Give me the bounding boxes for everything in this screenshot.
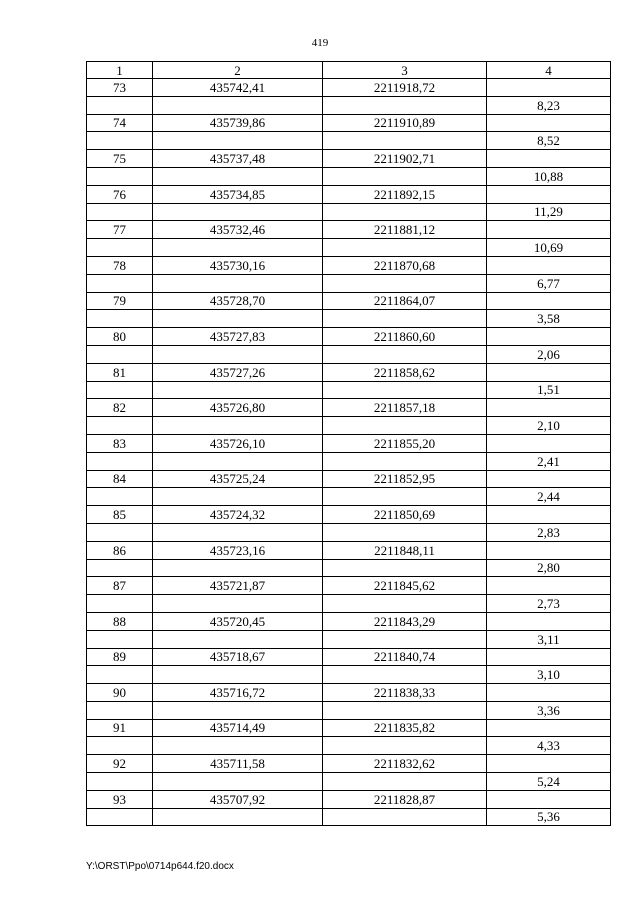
- point-number-cell: 77: [87, 221, 153, 239]
- y-coordinate-cell: 2211838,33: [323, 684, 487, 702]
- x-coordinate-cell: 435727,26: [153, 363, 323, 381]
- empty-cell: [323, 559, 487, 577]
- empty-cell: [487, 541, 611, 559]
- page-number: 419: [311, 37, 329, 49]
- point-number-cell: 81: [87, 363, 153, 381]
- empty-cell: [87, 488, 153, 506]
- x-coordinate-cell: 435711,58: [153, 755, 323, 773]
- empty-cell: [87, 203, 153, 221]
- table-row: [87, 523, 611, 541]
- point-number-cell: 87: [87, 577, 153, 595]
- empty-cell: [87, 701, 153, 719]
- y-coordinate-cell: 2211852,95: [323, 470, 487, 488]
- empty-cell: [153, 310, 323, 328]
- empty-cell: [487, 185, 611, 203]
- table-row: [87, 345, 611, 363]
- empty-cell: [487, 328, 611, 346]
- table-row: [87, 79, 611, 97]
- y-coordinate-cell: 2211828,87: [323, 790, 487, 808]
- empty-cell: [153, 488, 323, 506]
- table-row: [87, 256, 611, 274]
- empty-cell: [87, 417, 153, 435]
- distance-cell: 11,29: [487, 203, 611, 221]
- footer-file-path: Y:\ORST\Ppo\0714p644.f20.docx: [86, 861, 234, 872]
- distance-cell: 3,10: [487, 666, 611, 684]
- table-row: [87, 239, 611, 257]
- empty-cell: [487, 719, 611, 737]
- point-number-cell: 86: [87, 541, 153, 559]
- table-row: [87, 666, 611, 684]
- table-row: [87, 399, 611, 417]
- y-coordinate-cell: 2211843,29: [323, 612, 487, 630]
- empty-cell: [323, 523, 487, 541]
- y-coordinate-cell: 2211832,62: [323, 755, 487, 773]
- empty-cell: [87, 96, 153, 114]
- empty-cell: [153, 737, 323, 755]
- table-row: [87, 310, 611, 328]
- distance-cell: 4,33: [487, 737, 611, 755]
- empty-cell: [487, 470, 611, 488]
- point-number-cell: 83: [87, 434, 153, 452]
- table-row: [87, 292, 611, 310]
- table-row: [87, 541, 611, 559]
- empty-cell: [487, 150, 611, 168]
- empty-cell: [487, 506, 611, 524]
- empty-cell: [323, 595, 487, 613]
- y-coordinate-cell: 2211902,71: [323, 150, 487, 168]
- x-coordinate-cell: 435724,32: [153, 506, 323, 524]
- table-row: [87, 612, 611, 630]
- empty-cell: [87, 630, 153, 648]
- coordinates-table: [86, 61, 611, 826]
- x-coordinate-cell: 435727,83: [153, 328, 323, 346]
- empty-cell: [87, 523, 153, 541]
- empty-cell: [87, 808, 153, 826]
- x-coordinate-cell: 435721,87: [153, 577, 323, 595]
- empty-cell: [153, 701, 323, 719]
- empty-cell: [153, 132, 323, 150]
- empty-cell: [323, 701, 487, 719]
- empty-cell: [323, 773, 487, 791]
- distance-cell: 2,41: [487, 452, 611, 470]
- distance-cell: 8,52: [487, 132, 611, 150]
- y-coordinate-cell: 2211857,18: [323, 399, 487, 417]
- y-coordinate-cell: 2211864,07: [323, 292, 487, 310]
- empty-cell: [87, 345, 153, 363]
- empty-cell: [487, 755, 611, 773]
- distance-cell: 2,06: [487, 345, 611, 363]
- empty-cell: [87, 381, 153, 399]
- x-coordinate-cell: 435737,48: [153, 150, 323, 168]
- table-row: [87, 470, 611, 488]
- empty-cell: [87, 132, 153, 150]
- x-coordinate-cell: 435714,49: [153, 719, 323, 737]
- empty-cell: [323, 345, 487, 363]
- empty-cell: [323, 203, 487, 221]
- empty-cell: [87, 310, 153, 328]
- column-header-1: 1: [87, 62, 153, 79]
- x-coordinate-cell: 435726,80: [153, 399, 323, 417]
- x-coordinate-cell: 435739,86: [153, 114, 323, 132]
- point-number-cell: 90: [87, 684, 153, 702]
- empty-cell: [323, 96, 487, 114]
- point-number-cell: 82: [87, 399, 153, 417]
- distance-cell: 5,24: [487, 773, 611, 791]
- empty-cell: [87, 737, 153, 755]
- empty-cell: [323, 417, 487, 435]
- distance-cell: 2,83: [487, 523, 611, 541]
- table-row: [87, 96, 611, 114]
- empty-cell: [87, 559, 153, 577]
- y-coordinate-cell: 2211892,15: [323, 185, 487, 203]
- empty-cell: [323, 132, 487, 150]
- empty-cell: [153, 167, 323, 185]
- y-coordinate-cell: 2211858,62: [323, 363, 487, 381]
- point-number-cell: 74: [87, 114, 153, 132]
- x-coordinate-cell: 435734,85: [153, 185, 323, 203]
- table-row: [87, 737, 611, 755]
- x-coordinate-cell: 435725,24: [153, 470, 323, 488]
- y-coordinate-cell: 2211881,12: [323, 221, 487, 239]
- empty-cell: [487, 79, 611, 97]
- distance-cell: 2,44: [487, 488, 611, 506]
- x-coordinate-cell: 435723,16: [153, 541, 323, 559]
- empty-cell: [487, 434, 611, 452]
- empty-cell: [323, 239, 487, 257]
- table-row: [87, 417, 611, 435]
- table-header-row: [87, 62, 611, 79]
- point-number-cell: 80: [87, 328, 153, 346]
- point-number-cell: 88: [87, 612, 153, 630]
- table-row: [87, 114, 611, 132]
- empty-cell: [323, 488, 487, 506]
- empty-cell: [153, 523, 323, 541]
- empty-cell: [487, 399, 611, 417]
- y-coordinate-cell: 2211860,60: [323, 328, 487, 346]
- distance-cell: 5,36: [487, 808, 611, 826]
- table-row: [87, 577, 611, 595]
- table-row: [87, 328, 611, 346]
- empty-cell: [323, 381, 487, 399]
- empty-cell: [153, 595, 323, 613]
- y-coordinate-cell: 2211850,69: [323, 506, 487, 524]
- table-row: [87, 203, 611, 221]
- empty-cell: [323, 274, 487, 292]
- point-number-cell: 78: [87, 256, 153, 274]
- point-number-cell: 92: [87, 755, 153, 773]
- empty-cell: [487, 256, 611, 274]
- table-row: [87, 808, 611, 826]
- empty-cell: [487, 221, 611, 239]
- point-number-cell: 93: [87, 790, 153, 808]
- table-row: [87, 132, 611, 150]
- y-coordinate-cell: 2211918,72: [323, 79, 487, 97]
- empty-cell: [153, 381, 323, 399]
- table-row: [87, 452, 611, 470]
- table-row: [87, 684, 611, 702]
- table-row: [87, 648, 611, 666]
- table-row: [87, 363, 611, 381]
- distance-cell: 2,10: [487, 417, 611, 435]
- distance-cell: 3,58: [487, 310, 611, 328]
- empty-cell: [487, 790, 611, 808]
- distance-cell: 6,77: [487, 274, 611, 292]
- empty-cell: [487, 612, 611, 630]
- empty-cell: [323, 808, 487, 826]
- empty-cell: [153, 417, 323, 435]
- empty-cell: [153, 808, 323, 826]
- x-coordinate-cell: 435716,72: [153, 684, 323, 702]
- distance-cell: 2,73: [487, 595, 611, 613]
- column-header-3: 3: [323, 62, 487, 79]
- empty-cell: [87, 595, 153, 613]
- empty-cell: [153, 630, 323, 648]
- point-number-cell: 89: [87, 648, 153, 666]
- y-coordinate-cell: 2211845,62: [323, 577, 487, 595]
- empty-cell: [153, 773, 323, 791]
- empty-cell: [487, 648, 611, 666]
- distance-cell: 2,80: [487, 559, 611, 577]
- x-coordinate-cell: 435720,45: [153, 612, 323, 630]
- distance-cell: 3,11: [487, 630, 611, 648]
- empty-cell: [87, 666, 153, 684]
- empty-cell: [153, 559, 323, 577]
- x-coordinate-cell: 435707,92: [153, 790, 323, 808]
- empty-cell: [153, 345, 323, 363]
- empty-cell: [153, 203, 323, 221]
- table-row: [87, 790, 611, 808]
- table-row: [87, 630, 611, 648]
- empty-cell: [323, 630, 487, 648]
- x-coordinate-cell: 435718,67: [153, 648, 323, 666]
- x-coordinate-cell: 435730,16: [153, 256, 323, 274]
- table-row: [87, 488, 611, 506]
- empty-cell: [153, 666, 323, 684]
- table-row: [87, 167, 611, 185]
- point-number-cell: 75: [87, 150, 153, 168]
- empty-cell: [87, 274, 153, 292]
- table-row: [87, 719, 611, 737]
- y-coordinate-cell: 2211840,74: [323, 648, 487, 666]
- table-row: [87, 434, 611, 452]
- distance-cell: 10,88: [487, 167, 611, 185]
- x-coordinate-cell: 435728,70: [153, 292, 323, 310]
- table-row: [87, 381, 611, 399]
- table-row: [87, 506, 611, 524]
- table-row: [87, 559, 611, 577]
- point-number-cell: 79: [87, 292, 153, 310]
- table-row: [87, 221, 611, 239]
- table-row: [87, 595, 611, 613]
- column-header-4: 4: [487, 62, 611, 79]
- column-header-2: 2: [153, 62, 323, 79]
- point-number-cell: 91: [87, 719, 153, 737]
- x-coordinate-cell: 435726,10: [153, 434, 323, 452]
- distance-cell: 10,69: [487, 239, 611, 257]
- point-number-cell: 84: [87, 470, 153, 488]
- empty-cell: [487, 114, 611, 132]
- empty-cell: [323, 167, 487, 185]
- table-row: [87, 755, 611, 773]
- empty-cell: [153, 96, 323, 114]
- y-coordinate-cell: 2211835,82: [323, 719, 487, 737]
- distance-cell: 8,23: [487, 96, 611, 114]
- empty-cell: [487, 363, 611, 381]
- distance-cell: 1,51: [487, 381, 611, 399]
- distance-cell: 3,36: [487, 701, 611, 719]
- empty-cell: [323, 310, 487, 328]
- x-coordinate-cell: 435742,41: [153, 79, 323, 97]
- x-coordinate-cell: 435732,46: [153, 221, 323, 239]
- empty-cell: [87, 167, 153, 185]
- table-row: [87, 150, 611, 168]
- empty-cell: [87, 773, 153, 791]
- point-number-cell: 73: [87, 79, 153, 97]
- empty-cell: [487, 577, 611, 595]
- y-coordinate-cell: 2211855,20: [323, 434, 487, 452]
- empty-cell: [487, 292, 611, 310]
- table-body: [87, 79, 611, 826]
- y-coordinate-cell: 2211848,11: [323, 541, 487, 559]
- empty-cell: [323, 666, 487, 684]
- y-coordinate-cell: 2211910,89: [323, 114, 487, 132]
- empty-cell: [323, 737, 487, 755]
- table-row: [87, 185, 611, 203]
- empty-cell: [153, 452, 323, 470]
- empty-cell: [87, 452, 153, 470]
- empty-cell: [153, 274, 323, 292]
- empty-cell: [153, 239, 323, 257]
- empty-cell: [87, 239, 153, 257]
- empty-cell: [487, 684, 611, 702]
- table-row: [87, 274, 611, 292]
- table-row: [87, 701, 611, 719]
- point-number-cell: 76: [87, 185, 153, 203]
- y-coordinate-cell: 2211870,68: [323, 256, 487, 274]
- point-number-cell: 85: [87, 506, 153, 524]
- table-row: [87, 773, 611, 791]
- empty-cell: [323, 452, 487, 470]
